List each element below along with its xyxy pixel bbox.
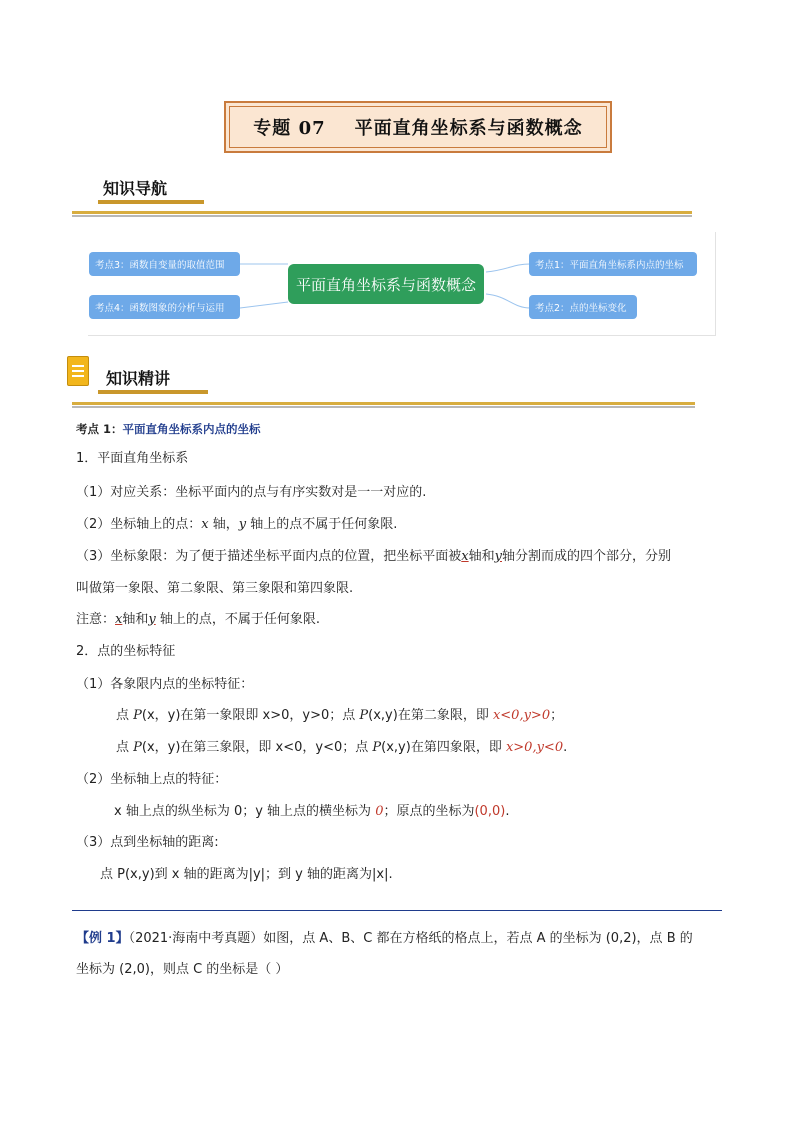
title-box [224,101,612,153]
q12-p2: P [359,708,369,723]
q12-d: ； [550,708,564,723]
q34-b: (x，y)在第三象限，即 x<0，y<0；点 [141,740,373,755]
s1-3-a: （3）坐标象限：为了便于描述坐标平面内点的位置，把坐标平面被 [76,549,462,564]
example-divider [72,910,722,911]
q12-c: (x,y)在第二象限，即 [368,708,493,723]
axis-point-line [114,803,509,821]
s1-3-b: 轴和 [468,549,495,564]
mindmap-node-point4: 考点4：函数图象的分析与运用 [89,295,240,319]
section-1-heading: 1．平面直角坐标系 [76,451,189,466]
section-1-item-2 [76,516,397,534]
mindmap-node-point2: 考点2：点的坐标变化 [529,295,637,319]
axis-red0: 0 [375,804,384,819]
q34-d: . [563,740,568,755]
q12-a: 点 [116,708,134,723]
q34-red: x>0,y<0 [505,740,564,755]
document-title: 专题 07 平面直角坐标系与函数概念 [253,118,583,139]
q12-p1: P [133,708,142,723]
s1-2-a: （2）坐标轴上的点： [76,517,202,532]
point1-prefix: 考点 1： [76,422,123,436]
q12-red: x<0,y>0 [492,708,551,723]
section-1-item-1: （1）对应关系：坐标平面内的点与有序实数对是一一对应的. [76,485,427,500]
example-1-line-2: 坐标为 (2,0)，则点 C 的坐标是（ ） [76,962,289,977]
s1-2-c: 轴上的点不属于任何象限. [246,517,398,532]
nav-divider-shadow [72,215,692,217]
section-2-item-1: （1）各象限内点的坐标特征： [76,677,254,692]
axis-red1: (0,0) [474,804,506,819]
s1-3-y: y [494,549,502,564]
note-x: x [115,612,123,627]
lecture-divider [72,402,695,405]
s1-2-y: y [238,517,247,532]
q34-p2: P [372,740,382,755]
section-2-item-3: （3）点到坐标轴的距离: [76,835,219,850]
point1-heading [76,420,261,438]
lecture-heading-underline [98,390,208,394]
s1-2-x: x [201,517,209,532]
q34-p1: P [133,740,142,755]
point1-title: 平面直角坐标系内点的坐标 [122,422,261,436]
mindmap-node-point3: 考点3：函数自变量的取值范围 [89,252,240,276]
mindmap-node-point1: 考点1：平面直角坐标系内点的坐标 [529,252,697,276]
q34-c: (x,y)在第四象限，即 [381,740,506,755]
s1-3-x: x [461,549,469,564]
nav-divider [72,211,692,214]
note-b: 轴和 [122,612,149,627]
note-y: y [148,612,156,627]
nav-heading: 知识导航 [103,179,168,198]
s1-2-b: 轴， [208,517,239,532]
q12-b: (x，y)在第一象限即 x>0，y>0；点 [141,708,360,723]
example-tag: 【例 1】 [76,931,129,946]
distance-line: 点 P(x,y)到 x 轴的距离为|y|；到 y 轴的距离为|x|. [100,867,393,882]
axis-c: . [505,804,510,819]
s1-3-c: 轴分割而成的四个部分，分别 [502,549,672,564]
section-2-item-2: （2）坐标轴上点的特征： [76,772,228,787]
note-a: 注意： [76,612,116,627]
section-1-item-3-cont: 叫做第一象限、第二象限、第三象限和第四象限. [76,581,354,596]
axis-b: ；原点的坐标为 [383,804,475,819]
quadrant-1-2-line [116,707,563,725]
note-line [76,611,320,629]
section-2-heading: 2．点的坐标特征 [76,644,176,659]
quadrant-3-4-line [116,739,567,757]
q34-a: 点 [116,740,134,755]
lecture-divider-shadow [72,406,695,408]
example-text-1: （2021·海南中考真题）如图，点 A、B、C 都在方格纸的格点上，若点 A 的坐标为 (0,2)，点 B 的 [128,931,693,946]
nav-heading-underline [98,200,204,204]
example-1-line-1 [76,930,693,948]
note-c: 轴上的点，不属于任何象限. [155,612,320,627]
mindmap-center-node: 平面直角坐标系与函数概念 [288,264,484,304]
lecture-heading: 知识精讲 [106,369,171,388]
notebook-icon [67,356,89,386]
section-1-item-3 [76,548,671,566]
axis-a: x 轴上点的纵坐标为 0；y 轴上点的横坐标为 [114,804,376,819]
